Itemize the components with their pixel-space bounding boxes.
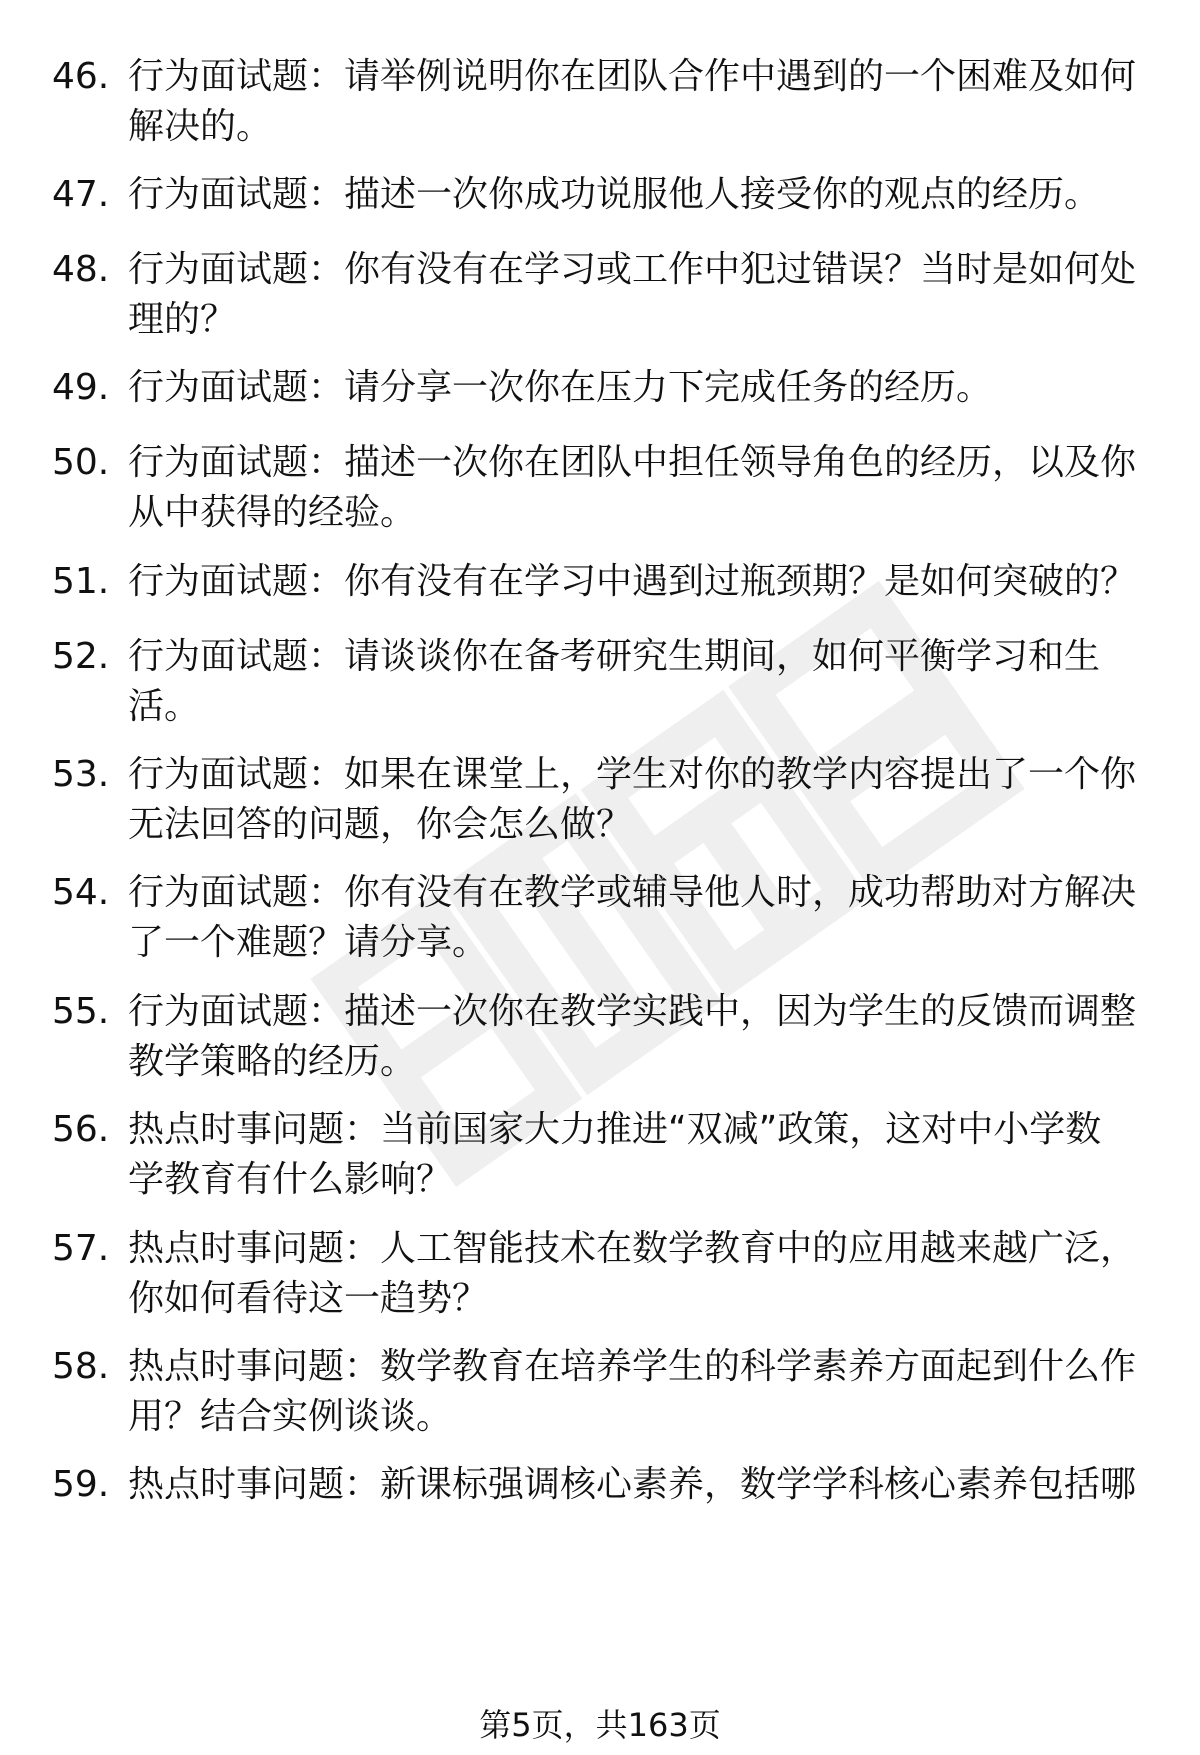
question-line: 活。: [128, 686, 201, 727]
question-text: [128, 1342, 1148, 1442]
question-text: [128, 1105, 1148, 1205]
question-line: 行为面试题：如果在课堂上，学生对你的教学内容提出了一个你: [128, 754, 1137, 795]
question-number: 58.: [52, 1346, 110, 1387]
question-line: 你如何看待这一趋势？: [128, 1278, 489, 1319]
question-line: 行为面试题：请分享一次你在压力下完成任务的经历。: [128, 367, 993, 408]
question-line: 热点时事问题：当前国家大力推进“双减”政策，这对中小学数: [128, 1109, 1102, 1150]
question-line: 行为面试题：你有没有在学习或工作中犯过错误？当时是如何处: [128, 249, 1137, 290]
question-number: 57.: [52, 1228, 110, 1269]
question-line: 行为面试题：描述一次你在团队中担任领导角色的经历，以及你: [128, 442, 1137, 483]
question-line: 用？结合实例谈谈。: [128, 1396, 453, 1437]
question-text: [128, 557, 1148, 607]
question-line: 行为面试题：你有没有在教学或辅导他人时，成功帮助对方解决: [128, 872, 1137, 913]
question-line: 了一个难题？请分享。: [128, 922, 489, 963]
question-line: 理的？: [128, 299, 237, 340]
question-text: [128, 1460, 1148, 1510]
question-number: 46.: [52, 56, 110, 97]
question-line: 学教育有什么影响？: [128, 1159, 453, 1200]
question-number: 59.: [52, 1464, 110, 1505]
question-text: [128, 1224, 1148, 1324]
question-number: 54.: [52, 872, 110, 913]
question-text: [128, 987, 1148, 1087]
question-text: [128, 868, 1148, 968]
question-text: [128, 438, 1148, 538]
question-line: 解决的。: [128, 106, 273, 147]
question-text: [128, 363, 1148, 413]
question-text: [128, 52, 1148, 152]
question-line: 从中获得的经验。: [128, 492, 417, 533]
question-number: 49.: [52, 367, 110, 408]
question-line: 无法回答的问题，你会怎么做？: [128, 804, 633, 845]
question-number: 55.: [52, 991, 110, 1032]
question-line: 热点时事问题：新课标强调核心素养，数学学科核心素养包括哪: [128, 1464, 1137, 1505]
question-line: 教学策略的经历。: [128, 1041, 417, 1082]
question-line: 行为面试题：描述一次你成功说服他人接受你的观点的经历。: [128, 174, 1101, 215]
question-number: 53.: [52, 754, 110, 795]
question-line: 热点时事问题：数学教育在培养学生的科学素养方面起到什么作: [128, 1346, 1137, 1387]
question-number: 48.: [52, 249, 110, 290]
question-line: 行为面试题：你有没有在学习中遇到过瓶颈期？是如何突破的？: [128, 561, 1137, 602]
question-line: 行为面试题：描述一次你在教学实践中，因为学生的反馈而调整: [128, 991, 1137, 1032]
question-line: 热点时事问题：人工智能技术在数学教育中的应用越来越广泛，: [128, 1228, 1137, 1269]
question-number: 50.: [52, 442, 110, 483]
question-number: 52.: [52, 636, 110, 677]
question-line: 行为面试题：请举例说明你在团队合作中遇到的一个困难及如何: [128, 56, 1137, 97]
question-number: 56.: [52, 1109, 110, 1150]
question-text: [128, 750, 1148, 850]
question-text: [128, 170, 1148, 220]
question-text: [128, 245, 1148, 345]
question-text: [128, 632, 1148, 732]
question-line: 行为面试题：请谈谈你在备考研究生期间，如何平衡学习和生: [128, 636, 1101, 677]
page-footer: 第5页，共163页: [479, 1706, 721, 1744]
question-number: 47.: [52, 174, 110, 215]
question-number: 51.: [52, 561, 110, 602]
